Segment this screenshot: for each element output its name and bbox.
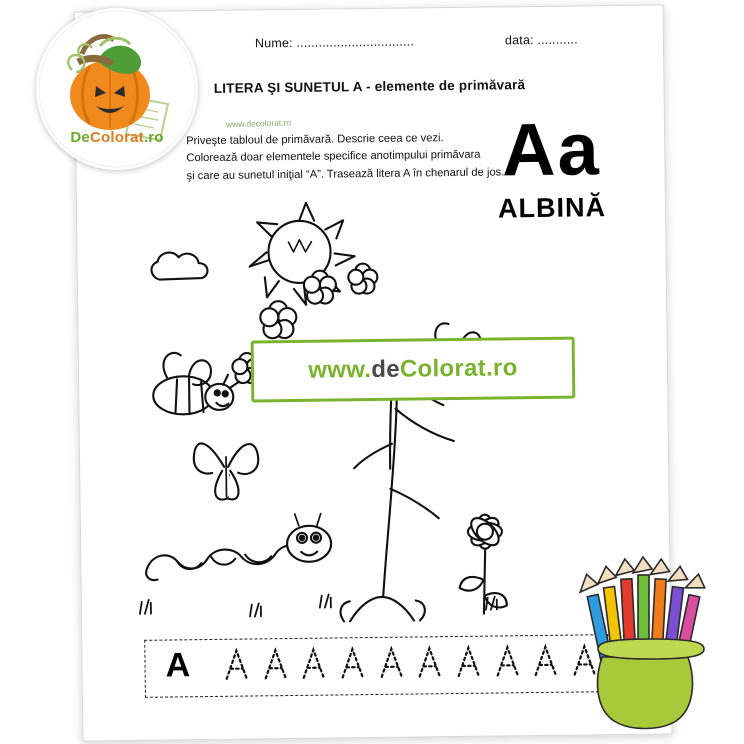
- logo-text-de: De: [70, 129, 90, 146]
- dotted-letter-a: [339, 646, 365, 680]
- tracing-model-letter: A: [165, 646, 191, 685]
- letter-aa: Aa: [501, 107, 602, 192]
- dotted-letter-a: [533, 644, 559, 678]
- dotted-letter-a: [301, 647, 327, 681]
- watermark-banner: [251, 337, 576, 403]
- watermark-middle: de: [371, 355, 401, 384]
- tracing-dotted-letters: [223, 643, 597, 682]
- letter-word: ALBINĂ: [497, 192, 607, 224]
- dotted-letter-a: [494, 644, 520, 678]
- dotted-letter-a: [378, 646, 404, 680]
- dotted-letter-a: [262, 647, 288, 681]
- logo-label: [38, 129, 196, 146]
- watermark-prefix: www.: [308, 356, 372, 384]
- date-field-label: data: ...........: [504, 32, 578, 48]
- worm-icon: [145, 514, 331, 581]
- page-title: LITERA ŞI SUNETUL A - elemente de primăvară: [213, 77, 526, 96]
- tracing-strip: [144, 634, 609, 698]
- dotted-letter-a: [455, 645, 481, 679]
- logo-text-ro: .ro: [143, 129, 164, 146]
- flower-icon: [459, 513, 507, 614]
- butterfly-icon: [194, 443, 259, 500]
- bee-icon: [153, 352, 240, 415]
- small-site-mark: www.decolorat.ro: [225, 117, 292, 130]
- grass-icon: [140, 593, 497, 618]
- pencil-cup: [576, 553, 726, 738]
- dotted-letter-a: [223, 648, 249, 682]
- instruction-line-2: Colorează doar elementele specifice anotimpului primăvara: [186, 149, 481, 165]
- name-field-label: Nume: ................................: [254, 34, 415, 51]
- sun-icon: [249, 202, 355, 305]
- logo-badge[interactable]: [36, 8, 198, 170]
- cloud-icon: [151, 252, 207, 280]
- logo-text-colorat: Colorat: [89, 129, 144, 146]
- watermark-text: [308, 354, 518, 385]
- watermark-suffix: Colorat.ro: [399, 354, 518, 383]
- instruction-line-1: Priveşte tabloul de primăvară. Descrie ceea ce vezi.: [186, 132, 444, 148]
- dotted-letter-a: [417, 645, 443, 679]
- instruction-line-3: şi care au sunetul iniţial “A”. Trasează litera A în chenarul de jos.: [186, 166, 505, 182]
- tree-icon: [231, 263, 456, 623]
